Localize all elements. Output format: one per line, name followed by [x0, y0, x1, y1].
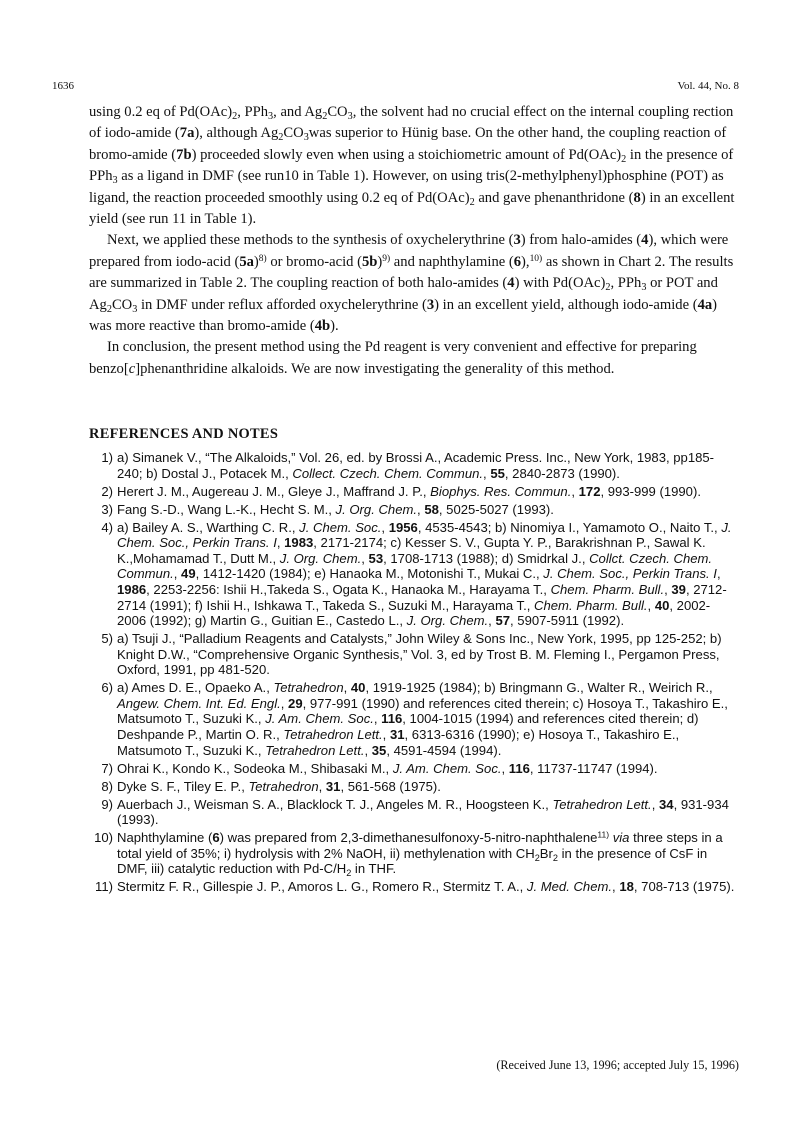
volume-issue: Vol. 44, No. 8 [677, 80, 739, 92]
bold-text: 6 [212, 830, 220, 846]
bold-text: 29 [288, 695, 303, 711]
bold-text: 31 [325, 778, 341, 794]
bold-text: 6 [513, 253, 522, 270]
subscript: 2 [605, 282, 611, 294]
reference-item [89, 797, 739, 828]
reference-number: 5) [101, 631, 113, 647]
subscript: 2 [621, 153, 627, 165]
reference-number: 3) [101, 501, 113, 517]
reference-text: Naphthylamine (6) was prepared from 2,3-dimethanesulfonoxy-5-nitro-naphthalene$^{11)}$ via three steps in a total yield of 35%; i) hydrolysis with 2% NaOH, ii) methylenation with $CH_2Br_2$ in the presence of CsF in DMF, iii) catalytic reduction with $Pd-C/H_2$ in THF. [117, 829, 723, 879]
bold-text: 4 [507, 275, 515, 292]
reference-item [89, 520, 739, 629]
bold-text: 34 [658, 796, 674, 812]
italic-text: J. Org. Chem. [279, 550, 362, 566]
reference-text: a) Simanek V., “The Alkaloids,” Vol. 26, ed. by Brossi A., Academic Press. Inc., New York, 1983, pp185-240; b) Dostal J., Potacek M., Collect. Czech. Chem. Commun., 55, 2840-2873 (1990). [117, 450, 715, 481]
bold-text: 40 [654, 597, 670, 613]
reference-text: Ohrai K., Kondo K., Sodeoka M., Shibasaki M., J. Am. Chem. Soc., 116, 11737-11747 (1994). [117, 760, 658, 776]
bold-text: 4b [314, 318, 331, 335]
subscript: 3 [268, 111, 274, 123]
bold-text: 39 [671, 581, 686, 597]
bold-text: 8 [633, 189, 641, 206]
bold-text: 4a [697, 296, 713, 313]
reference-text: Stermitz F. R., Gillespie J. P., Amoros L. G., Romero R., Stermitz T. A., J. Med. Chem., 18, 708-713 (1975). [117, 879, 735, 895]
subscript: 3 [641, 282, 647, 294]
bold-text: 4 [641, 232, 649, 249]
page-number: 1636 [52, 80, 74, 92]
italic-text: J. Org. Chem. [406, 613, 489, 629]
reference-number: 4) [101, 519, 113, 535]
reference-number: 6) [101, 680, 113, 696]
italic-text: via [612, 830, 630, 846]
italic-text: J. Chem. Soc. [299, 519, 382, 535]
superscript: 8) [258, 253, 267, 264]
italic-text: Biophys. Res. Commun. [430, 483, 572, 499]
bold-text: 172 [578, 483, 601, 499]
reference-item [89, 450, 739, 481]
subscript: 2 [469, 196, 475, 208]
bold-text: 5a [239, 253, 254, 270]
subscript: 3 [132, 303, 138, 315]
received-date: (Received June 13, 1996; accepted July 15, 1996) [496, 1058, 739, 1072]
bold-text: 18 [619, 879, 634, 895]
subscript: 2 [106, 303, 112, 315]
paragraph-3: In conclusion, the present method using the Pd reagent is very convenient and effective for preparing benzo[c]phenanthridine alkaloids. We are now investigating the generality of this method. [89, 339, 697, 377]
italic-text: Chem. Pharm. Bull. [550, 581, 665, 597]
bold-text: 53 [368, 550, 384, 566]
reference-text: a) Bailey A. S., Warthing C. R., J. Chem. Soc., 1956, 4535-4543; b) Ninomiya I., Yamamoto O., Naito T., J. Chem. Soc., Perkin Trans. I, 1983, 2171-2174; c) Kesser S. V., Gupta Y. P., Barakrishnan P., Sawal K. K.,Mohamamad T., Dutt M., J. Org. Chem., 53, 1708-1713 (1988); d) Smidrkal J., Collct. Czech. Chem. Commun., 49, 1412-1420 (1984); e) Hanaoka M., Motonishi T., Mukai C., J. Chem. Soc., Perkin Trans. I, 1986, 2253-2256: Ishii H.,Takeda S., Ogata K., Hanaoka M., Harayama T., Chem. Pharm. Bull., 39, 2712-2714 (1991); f) Ishii H., Ishkawa T., Takeda S., Suzuki M., Harayama T., Chem. Pharm. Bull., 40, 2002-2006 (1992); g) Martin G., Guitian E., Castedo L., J. Org. Chem., 57, 5907-5911 (1992). [117, 519, 732, 629]
paragraph-2: Next, we applied these methods to the synthesis of oxychelerythrine (3) from halo-amides (4), which were prepared from iodo-acid $(5a)^{8)}$ or bromo-acid $(5b)^{9)}$ and naphthylamine (6),$^{10)}$ as shown in Chart 2. The results are summarized in Table 2. The coupling reaction of both halo-amides (4) with $Pd(OAc)_2$, PPh$_3$ or POT and $Ag_2CO_3$ in DMF under reflux afforded oxychelerythrine (3) in an excellent yield, although iodo-amide (4a) was more reactive than bromo-amide (4b). [89, 232, 734, 335]
body-text [89, 102, 741, 380]
bold-text: 40 [350, 680, 366, 696]
bold-text: 7a [179, 125, 195, 142]
italic-text: Collct. Czech. Chem. Commun. [117, 550, 713, 582]
bold-text: 58 [424, 501, 439, 517]
bold-text: 35 [371, 742, 387, 758]
italic-text: Tetrahedron Lett. [265, 742, 365, 758]
bold-text: 116 [381, 711, 403, 727]
reference-number: 1) [101, 450, 113, 465]
reference-text: a) Ames D. E., Opaeko A., Tetrahedron, 40, 1919-1925 (1984); b) Bringmann G., Walter R., Weirich R., Angew. Chem. Int. Ed. Engl., 29, 977-991 (1990) and references cited therein; c) Hosoya T., Takashiro E., Matsumoto T., Suzuki K., J. Am. Chem. Soc., 116, 1004-1015 (1994) and references cited therein; d) Deshpande P., Martin O. R., Tetrahedron Lett., 31, 6313-6316 (1990); e) Hosoya T., Takashiro E., Matsumoto T., Suzuki K., Tetrahedron Lett., 35, 4591-4594 (1994). [117, 680, 728, 758]
bold-text: 1986 [117, 581, 147, 597]
italic-text: J. Chem. Soc., Perkin Trans. I [543, 566, 717, 582]
italic-text: Angew. Chem. Int. Ed. Engl. [117, 695, 281, 711]
reference-text: Fang S.-D., Wang L.-K., Hecht S. M., J. Org. Chem., 58, 5025-5027 (1993). [117, 501, 554, 517]
reference-text: Auerbach J., Weisman S. A., Blacklock T. J., Angeles M. R., Hoogsteen K., Tetrahedron Lett., 34, 931-934 (1993). [117, 796, 729, 828]
bold-text: 7b [176, 146, 192, 163]
reference-number: 2) [101, 483, 113, 499]
reference-text: Herert J. M., Augereau J. M., Gleye J., Maffrand J. P., Biophys. Res. Commun., 172, 993-999 (1990). [117, 483, 701, 499]
bold-text: 49 [181, 566, 196, 582]
reference-item [89, 830, 739, 877]
reference-number: 9) [101, 796, 113, 812]
reference-item [89, 761, 739, 777]
bold-text: 116 [508, 760, 530, 776]
superscript: 10) [529, 253, 543, 264]
references-list [89, 450, 739, 897]
reference-item [89, 779, 739, 795]
italic-text: Tetrahedron Lett. [283, 727, 383, 743]
bold-text: 55 [490, 465, 505, 481]
reference-item [89, 879, 739, 895]
subscript: 3 [303, 132, 309, 144]
reference-number: 7) [101, 760, 113, 776]
reference-number: 8) [101, 778, 113, 794]
subscript: 3 [112, 175, 118, 187]
subscript: 2 [232, 111, 238, 123]
italic-text: J. Am. Chem. Soc. [392, 760, 502, 776]
paragraph-1: using 0.2 eq of $Pd(OAc)_2$, PPh$_3$, and $Ag_2CO_3$, the solvent had no crucial effect on the internal coupling rection of iodo-amide (7a), although $Ag_2CO_3was$ superior to Hünig base. On the other hand, the coupling reaction of bromo-amide (7b) proceeded slowly even when using a stoichiometric amount of $Pd(OAc)_2$ in the presence of PPh$_3$ as a ligand in DMF (see run10 in Table 1). However, on using tris(2-methylphenyl)phosphine (POT) as ligand, the reaction proceeded smoothly using 0.2 eq of $Pd(OAc)_2$ and gave phenanthridone (8) in an excellent yield (see run 11 in Table 1). [89, 104, 735, 228]
bold-text: 1956 [388, 519, 418, 535]
subscript: 2 [534, 852, 540, 863]
bold-text: 57 [495, 613, 511, 629]
italic-text: J. Chem. Soc., Perkin Trans. I [117, 519, 732, 551]
italic-text: Tetrahedron [248, 778, 319, 794]
bold-text: 31 [389, 727, 405, 743]
bold-text: 3 [513, 232, 521, 249]
italic-text: Tetrahedron Lett. [552, 796, 652, 812]
superscript: 11) [597, 829, 610, 840]
reference-item [89, 631, 739, 678]
subscript: 2 [322, 111, 328, 123]
reference-item [89, 502, 739, 518]
subscript: 2 [552, 852, 558, 863]
reference-item [89, 484, 739, 500]
subscript: 2 [346, 868, 352, 879]
italic-text: Tetrahedron [273, 680, 344, 696]
reference-number: 11) [95, 879, 113, 895]
italic-text: c [128, 360, 136, 377]
italic-text: Collect. Czech. Chem. Commun. [292, 465, 484, 481]
reference-text: Dyke S. F., Tiley E. P., Tetrahedron, 31, 561-568 (1975). [117, 778, 441, 794]
superscript: 9) [382, 253, 391, 264]
italic-text: J. Med. Chem. [526, 879, 613, 895]
subscript: 3 [347, 111, 353, 123]
reference-item [89, 680, 739, 758]
bold-text: 3 [426, 296, 435, 313]
italic-text: J. Org. Chem. [335, 501, 418, 517]
subscript: 2 [278, 132, 284, 144]
reference-text: a) Tsuji J., “Palladium Reagents and Catalysts,” John Wiley & Sons Inc., New York, 1995, pp 125-252; b) Knight D.W., “Comprehensive Organic Synthesis,” Vol. 3, ed by Trost B. M. Fleming I., Pergamon Press, Oxford, 1991, pp 481-520. [117, 631, 722, 678]
reference-number: 10) [94, 830, 113, 846]
bold-text: 5b [361, 253, 378, 270]
italic-text: J. Am. Chem. Soc. [265, 711, 374, 727]
references-heading: REFERENCES AND NOTES [89, 426, 279, 442]
italic-text: Chem. Pharm. Bull. [534, 597, 648, 613]
bold-text: 1983 [284, 535, 314, 551]
